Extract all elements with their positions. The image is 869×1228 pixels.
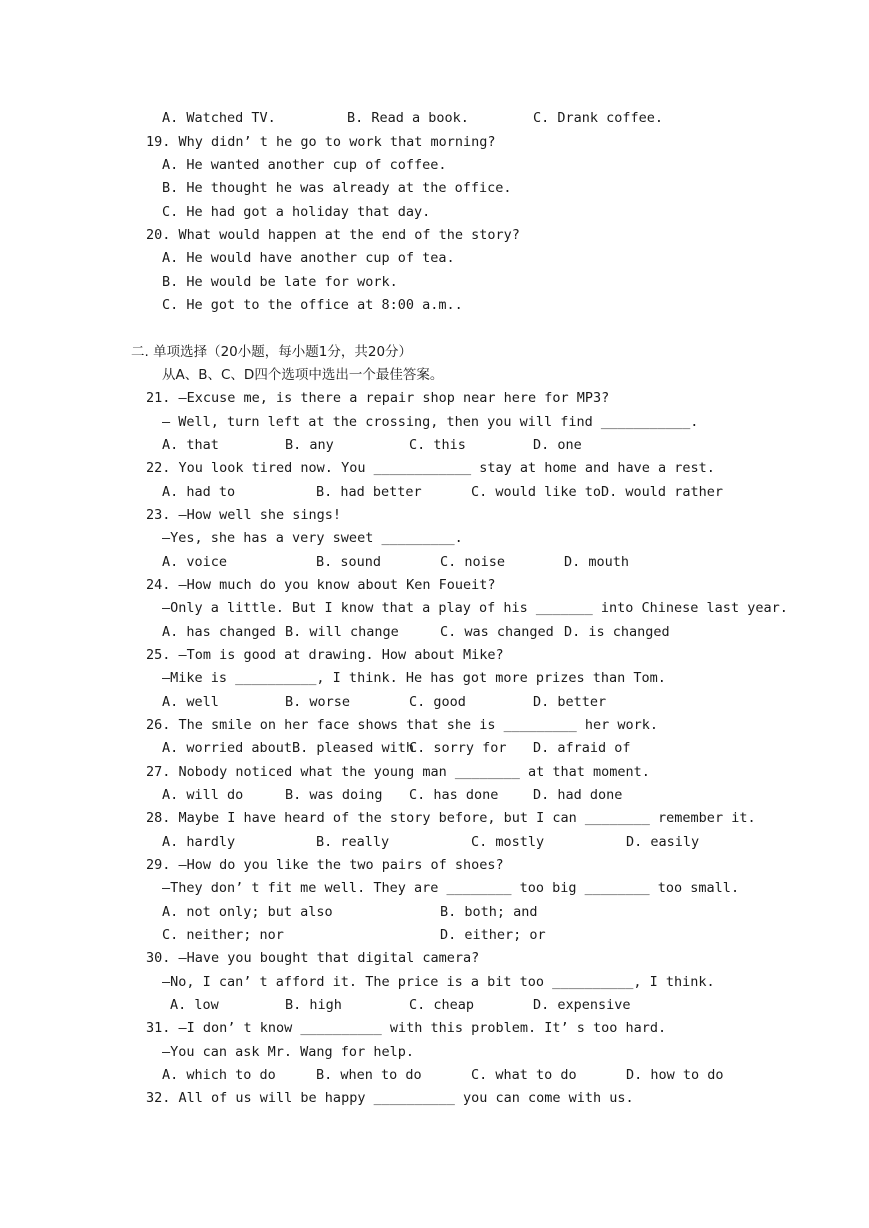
- q24-option-b: B. will change: [285, 624, 399, 640]
- q25-option-d: D. better: [533, 694, 607, 710]
- q26-option-c: C. sorry for: [409, 740, 507, 756]
- q23-option-a: A. voice: [162, 554, 228, 570]
- q22-option-cd: C. would like toD. would rather: [471, 484, 723, 500]
- q29-option-d: D. either; or: [440, 927, 546, 943]
- q30-option-c: C. cheap: [409, 997, 475, 1013]
- q24-option-c: C. was changed: [440, 624, 554, 640]
- q25-option-c: C. good: [409, 694, 466, 710]
- q27-option-b: B. was doing: [285, 787, 383, 803]
- q19-option-a: A. He wanted another cup of coffee.: [162, 157, 447, 173]
- section-title: 二. 单项选择（20小题，每小题1分，共20分）: [131, 344, 413, 360]
- q24-option-a: A. has changed: [162, 624, 276, 640]
- q21-stem-reply: — Well, turn left at the crossing, then you will find ___________.: [162, 414, 699, 430]
- q18-option-a: A. Watched TV.: [162, 110, 276, 126]
- q22-option-b: B. had better: [316, 484, 422, 500]
- q18-option-c: C. Drank coffee.: [533, 110, 664, 126]
- q28-stem: 28. Maybe I have heard of the story before, but I can ________ remember it.: [146, 810, 756, 826]
- q23-option-d: D. mouth: [564, 554, 630, 570]
- q25-option-a: A. well: [162, 694, 219, 710]
- q20-option-a: A. He would have another cup of tea.: [162, 250, 455, 266]
- q20-option-c: C. He got to the office at 8:00 a.m..: [162, 297, 463, 313]
- q19-stem: 19. Why didn’ t he go to work that morning?: [146, 134, 496, 150]
- q23-stem-reply: —Yes, she has a very sweet _________.: [162, 530, 463, 546]
- q20-option-b: B. He would be late for work.: [162, 274, 398, 290]
- q29-option-c: C. neither; nor: [162, 927, 284, 943]
- q31-option-a: A. which to do: [162, 1067, 276, 1083]
- q31-option-c: C. what to do: [471, 1067, 577, 1083]
- q24-stem: 24. —How much do you know about Ken Foueit?: [146, 577, 496, 593]
- q19-option-b: B. He thought he was already at the office.: [162, 180, 512, 196]
- q28-option-d: D. easily: [626, 834, 700, 850]
- q25-stem-reply: —Mike is __________, I think. He has got more prizes than Tom.: [162, 670, 666, 686]
- q29-stem-reply: —They don’ t fit me well. They are ________ too big ________ too small.: [162, 880, 740, 896]
- q27-option-d: D. had done: [533, 787, 623, 803]
- q23-stem: 23. —How well she sings!: [146, 507, 342, 523]
- q28-option-c: C. mostly: [471, 834, 545, 850]
- q21-option-d: D. one: [533, 437, 582, 453]
- q31-stem: 31. —I don’ t know __________ with this problem. It’ s too hard.: [146, 1020, 667, 1036]
- q18-option-b: B. Read a book.: [347, 110, 469, 126]
- q29-option-b: B. both; and: [440, 904, 538, 920]
- q30-option-d: D. expensive: [533, 997, 631, 1013]
- q30-stem-reply: —No, I can’ t afford it. The price is a bit too __________, I think.: [162, 974, 715, 990]
- q25-option-b: B. worse: [285, 694, 351, 710]
- q23-option-c: C. noise: [440, 554, 506, 570]
- q21-option-b: B. any: [285, 437, 334, 453]
- q24-option-d: D. is changed: [564, 624, 670, 640]
- q27-option-c: C. has done: [409, 787, 499, 803]
- q31-option-d: D. how to do: [626, 1067, 724, 1083]
- q30-option-b: B. high: [285, 997, 342, 1013]
- q23-option-b: B. sound: [316, 554, 382, 570]
- q21-option-c: C. this: [409, 437, 466, 453]
- q21-stem: 21. —Excuse me, is there a repair shop near here for MP3?: [146, 390, 610, 406]
- q20-stem: 20. What would happen at the end of the story?: [146, 227, 520, 243]
- q29-option-a: A. not only; but also: [162, 904, 333, 920]
- q26-stem: 26. The smile on her face shows that she is _________ her work.: [146, 717, 659, 733]
- q30-stem: 30. —Have you bought that digital camera?: [146, 950, 480, 966]
- q27-stem: 27. Nobody noticed what the young man ________ at that moment.: [146, 764, 650, 780]
- section-instruction: 从A、B、C、D四个选项中选出一个最佳答案。: [162, 367, 444, 383]
- q21-option-a: A. that: [162, 437, 219, 453]
- q26-option-ab: A. worried aboutB. pleased with: [162, 740, 414, 756]
- q27-option-a: A. will do: [162, 787, 244, 803]
- q30-option-a: A. low: [170, 997, 219, 1013]
- q32-stem: 32. All of us will be happy __________ you can come with us.: [146, 1090, 634, 1106]
- q31-stem-reply: —You can ask Mr. Wang for help.: [162, 1044, 414, 1060]
- q24-stem-reply: —Only a little. But I know that a play of his _______ into Chinese last year.: [162, 600, 788, 616]
- q31-option-b: B. when to do: [316, 1067, 422, 1083]
- q26-option-d: D. afraid of: [533, 740, 631, 756]
- q19-option-c: C. He had got a holiday that day.: [162, 204, 431, 220]
- q22-option-a: A. had to: [162, 484, 236, 500]
- q28-option-a: A. hardly: [162, 834, 236, 850]
- q29-stem: 29. —How do you like the two pairs of shoes?: [146, 857, 504, 873]
- q22-stem: 22. You look tired now. You ____________ stay at home and have a rest.: [146, 460, 715, 476]
- q28-option-b: B. really: [316, 834, 390, 850]
- q25-stem: 25. —Tom is good at drawing. How about Mike?: [146, 647, 504, 663]
